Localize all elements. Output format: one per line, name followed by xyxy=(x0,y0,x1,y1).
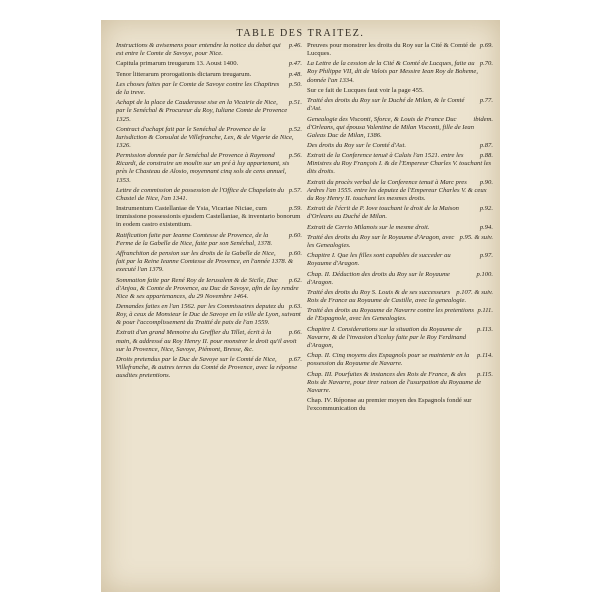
entry-page-ref: p.60. xyxy=(288,231,302,239)
entry-text: Extrait d'un grand Memoire du Greffier du Tillet, écrit à la main, & addressé au Roy Henry II. pour monstrer le droit qu'il avoit sur la Provence, Nice, Savoye, Piémont, Bresse, &c. xyxy=(116,329,297,353)
book-page xyxy=(101,20,500,592)
index-entry xyxy=(307,179,493,203)
index-entry xyxy=(307,152,493,176)
entry-page-ref: p.90. xyxy=(479,178,493,186)
entry-text: Traité des droits du Roy sur le Royaume d'Aragon, avec les Genealogies. xyxy=(307,233,455,249)
index-entry xyxy=(307,234,493,250)
index-entry xyxy=(116,329,302,353)
entry-text: Achapt de la place de Cauderasse sise en la Vicairie de Nice, par le Senéchal & Procureur du Roy, Iuliane Comte de Provence 1325. xyxy=(116,99,288,123)
index-entry xyxy=(116,187,302,203)
right-column xyxy=(307,42,493,415)
entry-page-ref: p.50. xyxy=(288,80,302,88)
entry-text: Permission donnée par le Senéchal de Provence à Raymond Ricardi, de construire un moulin sur un pré à luy appartenant, sis près le Chasteau de Alosio, moyennant cinq sols de cens annuel, 1353. xyxy=(116,152,290,184)
entry-page-ref: p.77. xyxy=(479,97,493,105)
index-entry xyxy=(307,252,493,268)
entry-text: Extrait de la Conference tenuë à Calais l'an 1521. entre les Ministres du Roy François I. & de l'Empereur Charles V. touchant les dits droits. xyxy=(307,152,492,176)
entry-text: Extrait du procès verbal de la Conference tenuë à Marc pres Ardres l'an 1555. entre les deputez de l'Empereur Charles V. & ceux du Roy Henry II. touchant les mesmes droits. xyxy=(307,178,487,202)
index-entry xyxy=(116,99,302,123)
entry-page-ref: p.57. xyxy=(288,186,302,194)
entry-text: Chap. II. Cinq moyens des Espagnols pour se maintenir en la possession du Royaume de Navarre. xyxy=(307,352,470,368)
entry-page-ref: p.88. xyxy=(479,152,493,160)
entry-text: Des droits du Roy sur le Comté d'Ast. xyxy=(307,141,406,149)
entry-text: Chapitre I. Que les filles sont capables de succeder au Royaume d'Aragon. xyxy=(307,252,451,268)
index-entry xyxy=(307,371,493,395)
entry-text: Sommation faite par René Roy de Ierusalem & de Sicile, Duc d'Anjou, & Comte de Provence, au Duc de Savoye, afin de luy rendre Nice & ses appartenances, du 29 Novembre 1464. xyxy=(116,276,299,300)
entry-page-ref: p.70. xyxy=(479,60,493,68)
index-entry xyxy=(307,224,493,232)
entry-text: Demandes faites en l'an 1562. par les Commissaires deputez du Roy, à ceux de Monsieur le Duc de Savoye en la ville de Lyon, suivant & pour l'accomplissement du Traitté de paix de l'an 1559. xyxy=(116,302,301,327)
page-header: TABLE DES TRAITEZ. xyxy=(236,28,365,39)
index-entry xyxy=(116,126,302,150)
entry-text: Chap. III. Pourfuites & instances des Rois de France, & des Rois de Navarre, pour tirer raison de l'usurpation du Royaume de Navarre. xyxy=(307,370,481,394)
entry-text: Contract d'achapt fait par le Senéchal de Provence de la Iurisdiction & Consulat de Villefranche, Lex, & de Vigerie de Nice, 1326. xyxy=(116,125,294,149)
entry-page-ref: p.62. xyxy=(288,276,302,284)
entry-text: Ratification faite par Ieanne Comtesse de Provence, de la Ferme de la Gabelle de Nice, faite par son Senéchal, 1378. xyxy=(116,231,273,247)
index-entry xyxy=(116,303,302,327)
entry-text: Extrait de l'écrit de P. Iove touchant le droit de la Maison d'Orleans au Duché de Milan. xyxy=(307,205,459,221)
entry-text: La Lettre de la cession de la Cité & Comté de Lucques, faite au Roy Philippe VII, dit de Valois par Messire Iean Roy de Boheme, donnée l'an 1334. xyxy=(307,60,478,84)
entry-page-ref: p.59. xyxy=(288,205,302,213)
entry-text: Tenor litterarum prorogationis dictarum treugarum. xyxy=(116,70,252,78)
entry-text: Traité des droits du Roy sur le Duché de Milan, & le Comté d'Ast. xyxy=(307,97,465,113)
index-entry xyxy=(307,307,493,323)
index-entry xyxy=(307,116,493,140)
entry-page-ref: p.48. xyxy=(288,70,302,78)
entry-page-ref: p.60. xyxy=(288,250,302,258)
entry-page-ref: p.52. xyxy=(288,125,302,133)
index-entry xyxy=(116,71,302,79)
entry-page-ref: p.66. xyxy=(288,329,302,337)
entry-text: Capitula primarum treugarum 13. Aoust 1400. xyxy=(116,60,239,68)
index-entry xyxy=(307,352,493,368)
index-entry xyxy=(116,81,302,97)
entry-page-ref: p.51. xyxy=(288,99,302,107)
entry-text: Chapitre I. Considerations sur la situation du Royaume de Navarre, & de l'invasion d'iceluy faite par le Roy Ferdinand d'Aragon, xyxy=(307,325,467,349)
entry-text: Extrait de Cerrio Milanois sur le mesme droit. xyxy=(307,223,430,231)
index-entry xyxy=(307,326,493,350)
entry-text: Droits pretendus par le Duc de Savoye sur le Comté de Nice, Villefranche, & autres terres du Comté de Provence, avec la réponse ausdites pretentions. xyxy=(116,355,298,380)
index-entry xyxy=(307,42,493,58)
entry-text: Instrumentum Castellaniae de Ysia, Vicariae Niciae, cum immissione possessionis ejusdem Castellaniae, & inventario bonorum in eodem castro existentium. xyxy=(116,205,301,229)
entry-page-ref: p.63. xyxy=(288,302,302,310)
entry-page-ref: p.95. & suiv. xyxy=(459,233,493,241)
index-entry xyxy=(307,87,493,95)
index-entry xyxy=(116,42,302,58)
entry-text: Traité des droits au Royaume de Navarre contre les pretentions de l'Espagnole, avec les Genealogies. xyxy=(307,307,474,323)
entry-text: Chap. II. Déduction des droits du Roy sur le Royaume d'Aragon. xyxy=(307,270,450,286)
index-entry xyxy=(307,97,493,113)
index-entry xyxy=(307,142,493,150)
index-entry xyxy=(116,60,302,68)
index-entry xyxy=(307,397,493,413)
index-entry xyxy=(116,205,302,229)
index-entry xyxy=(116,250,302,274)
index-entry xyxy=(116,277,302,301)
entry-text: Affranchiton de pension sur les droits de la Gabelle de Nice, fait par la Reine Ieanne Comtesse de Provence, en l'année 1378. & executé l'an 1379. xyxy=(116,250,294,274)
entry-text: Instructions & avisemens pour entendre la notice du debat qui est entre le Comte de Savoye, pour Nice. xyxy=(116,42,281,58)
entry-page-ref: p.114. xyxy=(477,352,493,360)
entry-page-ref: p.56. xyxy=(288,152,302,160)
entry-page-ref: p.87. xyxy=(479,141,493,149)
entry-page-ref: p.115. xyxy=(477,370,493,378)
entry-page-ref: p.100. xyxy=(476,270,493,278)
entry-page-ref: p.97. xyxy=(479,252,493,260)
entry-text: Preuves pour monstrer les droits du Roy sur la Cité & Comté de Lucques. xyxy=(307,42,476,58)
entry-text: Lettre de commission de possession de l'Office de Chapelain du Chastel de Nice, l'an 1341. xyxy=(116,186,285,202)
entry-page-ref: p.94. xyxy=(479,223,493,231)
entry-text: Genealogie des Visconti, Sforce, & Louis de France Duc d'Orleans, qui épousa Valentine de Milan Visconti, fille de Iean Galeas Duc de Milan, 1386. xyxy=(307,115,475,139)
entry-page-ref: p.46. xyxy=(288,42,302,49)
entry-page-ref: p.69. xyxy=(479,42,493,49)
index-entry xyxy=(307,205,493,221)
index-entry xyxy=(307,60,493,84)
entry-page-ref: p.111. xyxy=(477,307,493,315)
index-entry xyxy=(116,152,302,184)
entry-page-ref: ibidem. xyxy=(473,115,493,123)
entry-text: Sur ce fait de Lucques faut voir la page 455. xyxy=(307,86,424,94)
index-entry xyxy=(116,356,302,380)
entry-page-ref: p.67. xyxy=(288,355,302,363)
entry-page-ref: p.113. xyxy=(477,325,493,333)
entry-text: Chap. IV. Réponse au premier moyen des Espagnols fondé sur l'excommunication du xyxy=(307,397,472,413)
entry-page-ref: p.107. & suiv. xyxy=(456,288,493,296)
entry-text: Les choses faites par le Comte de Savoye contre les Chapitres de la treve. xyxy=(116,80,280,97)
index-entry xyxy=(307,289,493,305)
index-entry xyxy=(116,232,302,248)
left-column xyxy=(116,42,302,382)
index-entry xyxy=(307,271,493,287)
entry-text: Traité des droits du Roy S. Louis & de ses successeurs Rois de France au Royaume de Castille, avec la genealogie. xyxy=(307,288,467,305)
entry-page-ref: p.92. xyxy=(479,205,493,213)
entry-page-ref: p.47. xyxy=(288,60,302,68)
